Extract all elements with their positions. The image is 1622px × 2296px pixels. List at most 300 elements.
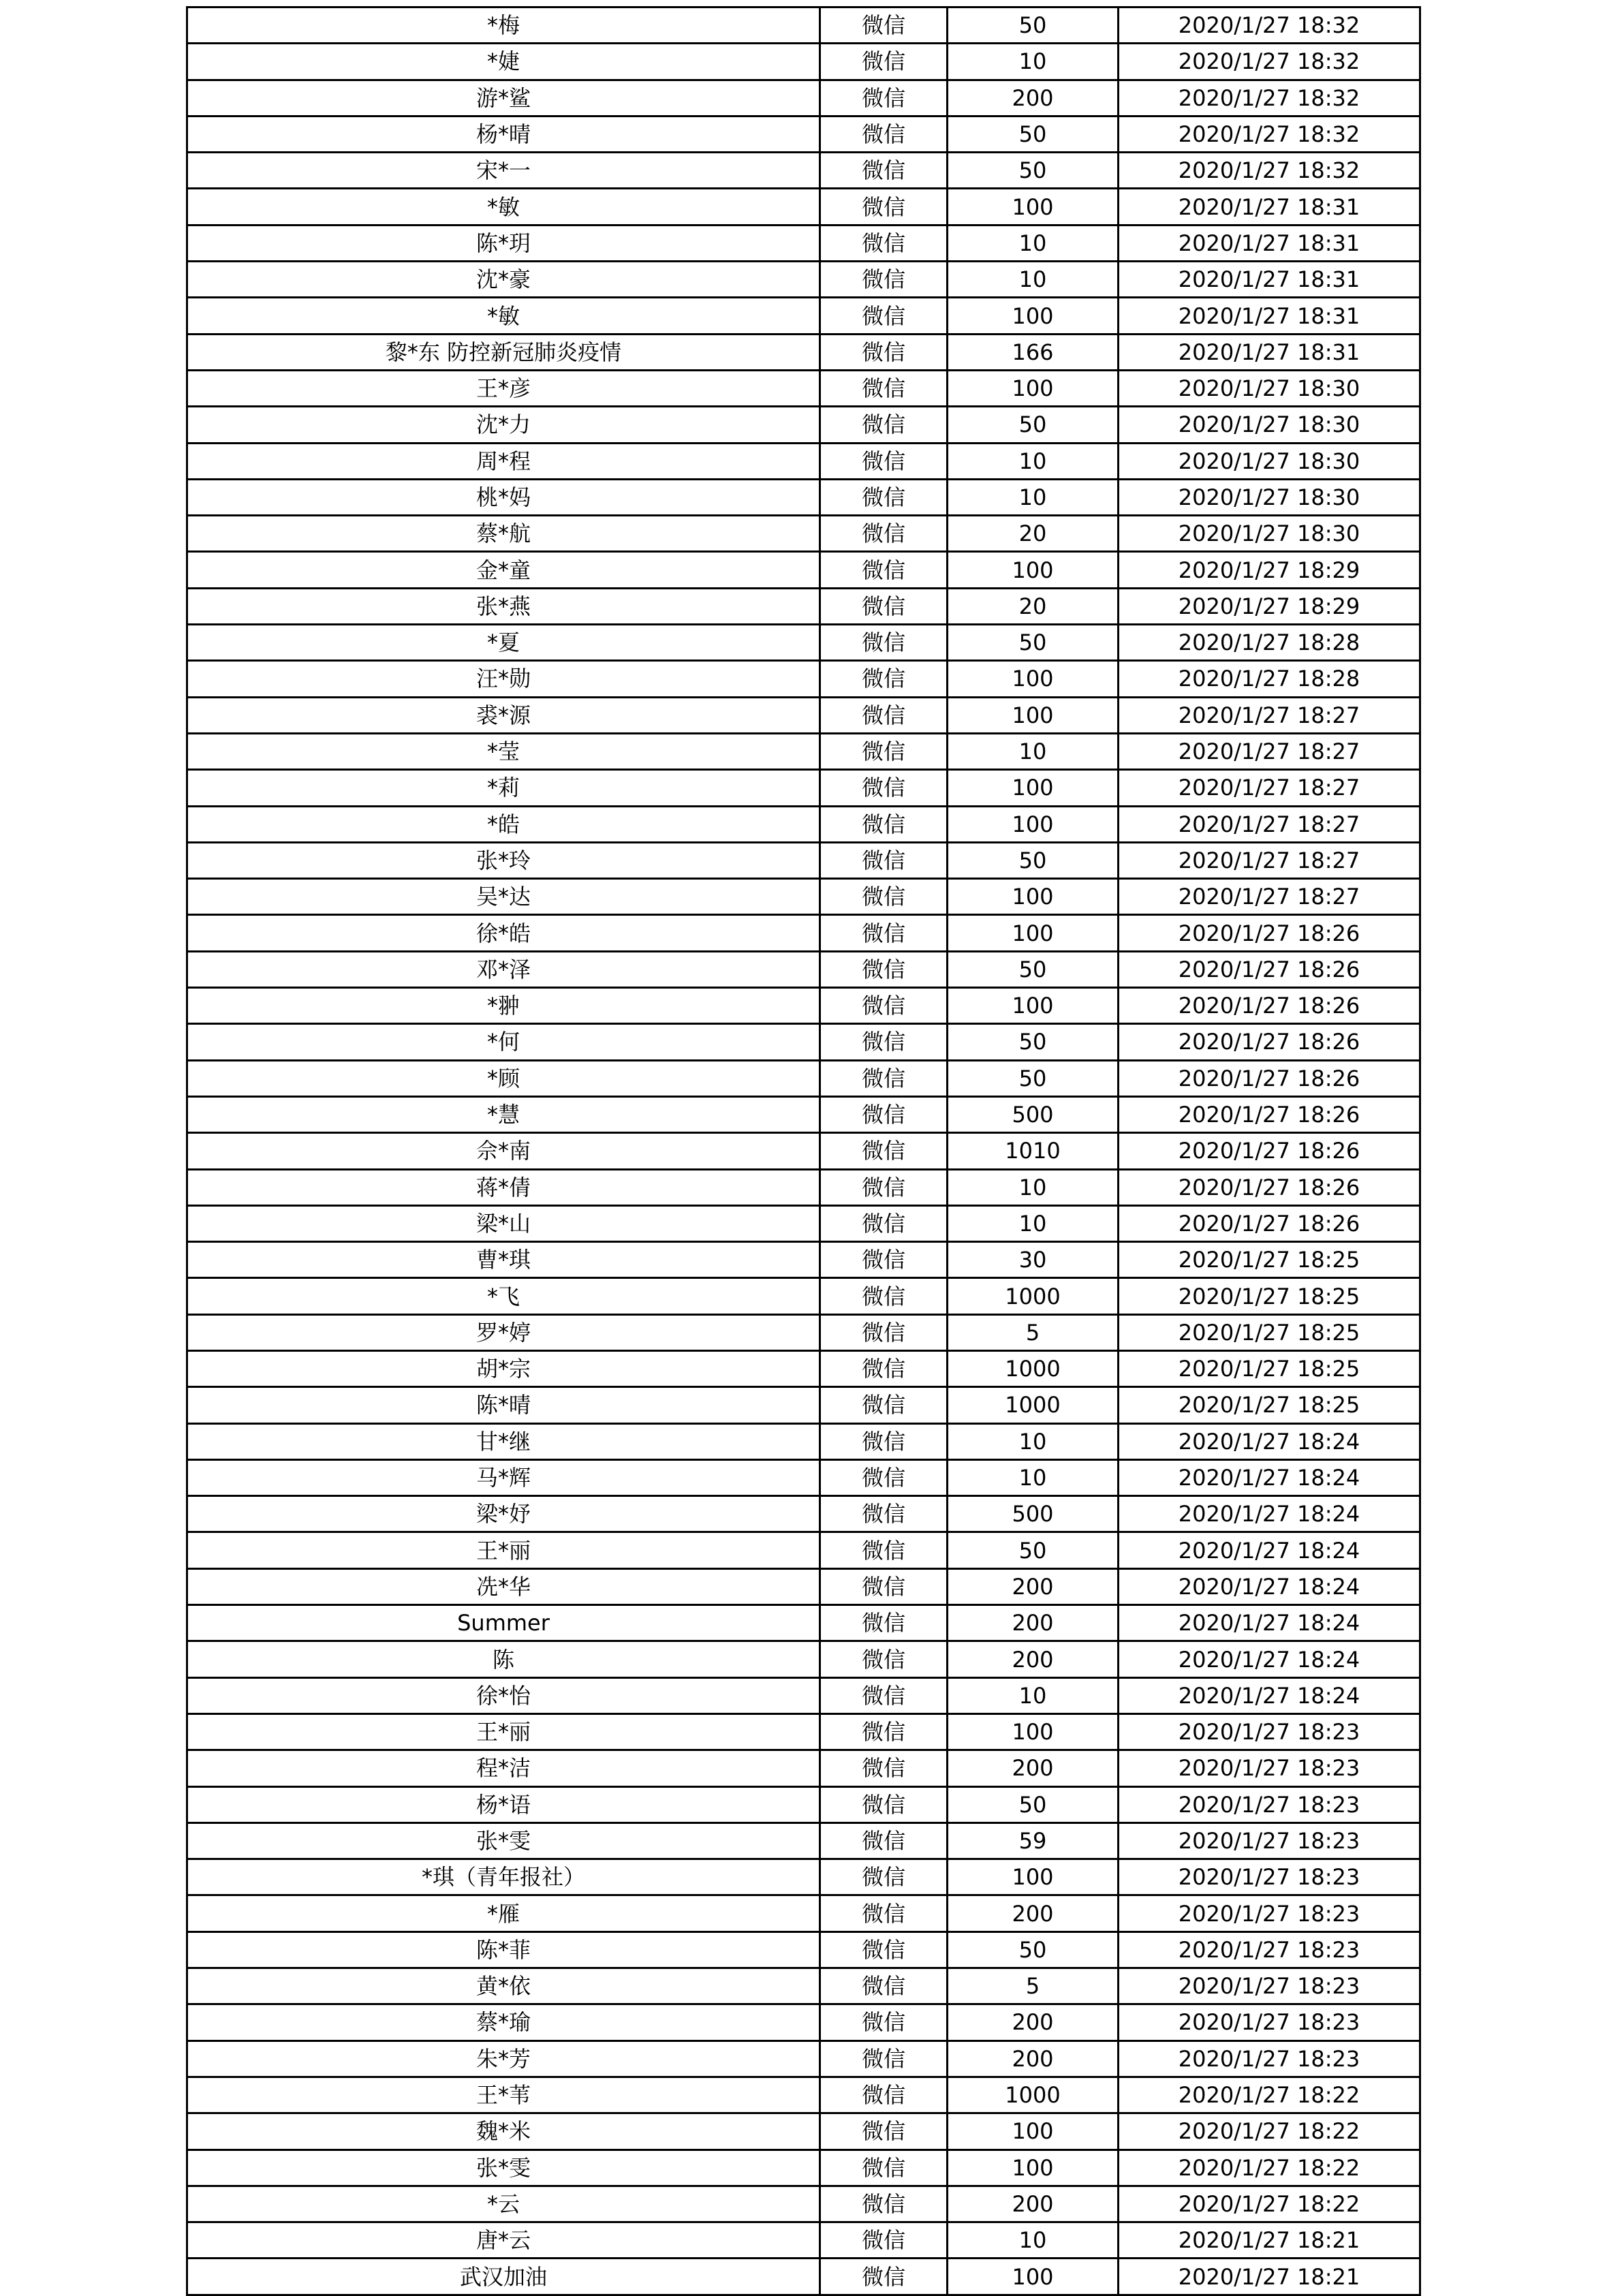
payment-method-cell: 微信 [820,298,948,334]
table-row [187,1169,1420,1205]
amount-cell: 50 [948,1532,1119,1568]
table-row [187,1387,1420,1423]
table-row [187,1242,1420,1278]
table-row [187,1822,1420,1859]
table-row [187,1677,1420,1713]
timestamp-cell: 2020/1/27 18:22 [1119,2077,1420,2113]
donor-name-cell: 武汉加油 [187,2259,820,2295]
payment-method-cell: 微信 [820,44,948,80]
donor-name-cell: *何 [187,1024,820,1060]
table-row [187,2004,1420,2041]
amount-cell: 50 [948,625,1119,661]
table-row [187,915,1420,951]
timestamp-cell: 2020/1/27 18:26 [1119,1024,1420,1060]
payment-method-cell: 微信 [820,479,948,515]
amount-cell: 10 [948,1459,1119,1495]
donor-name-cell: 裘*源 [187,697,820,733]
timestamp-cell: 2020/1/27 18:31 [1119,262,1420,298]
payment-method-cell: 微信 [820,1641,948,1677]
amount-cell: 100 [948,2150,1119,2186]
timestamp-cell: 2020/1/27 18:27 [1119,842,1420,878]
donor-name-cell: 程*洁 [187,1750,820,1786]
payment-method-cell: 微信 [820,2077,948,2113]
donor-name-cell: 周*程 [187,443,820,479]
donor-name-cell: *飞 [187,1278,820,1314]
donor-name-cell: 徐*皓 [187,915,820,951]
payment-method-cell: 微信 [820,1713,948,1750]
payment-method-cell: 微信 [820,1532,948,1568]
timestamp-cell: 2020/1/27 18:24 [1119,1496,1420,1532]
payment-method-cell: 微信 [820,588,948,624]
amount-cell: 5 [948,1314,1119,1350]
timestamp-cell: 2020/1/27 18:26 [1119,988,1420,1024]
table-row [187,1568,1420,1604]
timestamp-cell: 2020/1/27 18:23 [1119,2004,1420,2041]
amount-cell: 200 [948,1641,1119,1677]
donor-name-cell: *皓 [187,806,820,842]
donor-name-cell: 陈*晴 [187,1387,820,1423]
donor-name-cell: 邓*泽 [187,951,820,987]
table-row [187,1278,1420,1314]
amount-cell: 50 [948,1786,1119,1822]
table-row [187,407,1420,443]
timestamp-cell: 2020/1/27 18:32 [1119,153,1420,189]
timestamp-cell: 2020/1/27 18:30 [1119,479,1420,515]
donor-name-cell: 张*雯 [187,1822,820,1859]
table-row [187,2259,1420,2295]
table-row [187,7,1420,44]
timestamp-cell: 2020/1/27 18:24 [1119,1568,1420,1604]
amount-cell: 59 [948,1822,1119,1859]
donor-name-cell: *梅 [187,7,820,44]
payment-method-cell: 微信 [820,1024,948,1060]
payment-method-cell: 微信 [820,697,948,733]
amount-cell: 100 [948,806,1119,842]
payment-method-cell: 微信 [820,2222,948,2259]
table-row [187,1713,1420,1750]
donor-name-cell: *敏 [187,298,820,334]
timestamp-cell: 2020/1/27 18:25 [1119,1387,1420,1423]
amount-cell: 100 [948,552,1119,588]
donor-name-cell: 陈*玥 [187,225,820,261]
payment-method-cell: 微信 [820,1786,948,1822]
table-row [187,661,1420,697]
table-row [187,2077,1420,2113]
donor-name-cell: *敏 [187,189,820,225]
amount-cell: 100 [948,1859,1119,1895]
timestamp-cell: 2020/1/27 18:23 [1119,1859,1420,1895]
timestamp-cell: 2020/1/27 18:26 [1119,1060,1420,1096]
table-row [187,1532,1420,1568]
payment-method-cell: 微信 [820,1895,948,1932]
payment-method-cell: 微信 [820,1822,948,1859]
payment-method-cell: 微信 [820,443,948,479]
timestamp-cell: 2020/1/27 18:26 [1119,951,1420,987]
table-row [187,370,1420,406]
table-row [187,770,1420,806]
amount-cell: 50 [948,116,1119,152]
timestamp-cell: 2020/1/27 18:30 [1119,443,1420,479]
table-row [187,1060,1420,1096]
timestamp-cell: 2020/1/27 18:26 [1119,915,1420,951]
donor-name-cell: 杨*语 [187,1786,820,1822]
donor-name-cell: *翀 [187,988,820,1024]
donor-name-cell: 胡*宗 [187,1350,820,1386]
amount-cell: 50 [948,7,1119,44]
timestamp-cell: 2020/1/27 18:22 [1119,2113,1420,2150]
amount-cell: 1000 [948,2077,1119,2113]
timestamp-cell: 2020/1/27 18:32 [1119,80,1420,116]
table-row [187,1314,1420,1350]
table-row [187,334,1420,370]
table-row [187,1895,1420,1932]
table-row [187,80,1420,116]
amount-cell: 30 [948,1242,1119,1278]
donor-name-cell: 游*鲨 [187,80,820,116]
table-row [187,1350,1420,1386]
payment-method-cell: 微信 [820,189,948,225]
donor-name-cell: 宋*一 [187,153,820,189]
payment-method-cell: 微信 [820,1677,948,1713]
donor-name-cell: *莹 [187,733,820,769]
timestamp-cell: 2020/1/27 18:29 [1119,588,1420,624]
amount-cell: 20 [948,516,1119,552]
amount-cell: 10 [948,2222,1119,2259]
timestamp-cell: 2020/1/27 18:32 [1119,7,1420,44]
donor-name-cell: 陈*菲 [187,1932,820,1968]
amount-cell: 50 [948,1932,1119,1968]
table-row [187,116,1420,152]
payment-method-cell: 微信 [820,370,948,406]
table-row [187,516,1420,552]
payment-method-cell: 微信 [820,1387,948,1423]
amount-cell: 200 [948,1750,1119,1786]
amount-cell: 500 [948,1096,1119,1132]
amount-cell: 10 [948,225,1119,261]
payment-method-cell: 微信 [820,806,948,842]
timestamp-cell: 2020/1/27 18:24 [1119,1605,1420,1641]
table-row [187,1786,1420,1822]
table-row [187,988,1420,1024]
payment-method-cell: 微信 [820,1350,948,1386]
table-row [187,479,1420,515]
timestamp-cell: 2020/1/27 18:27 [1119,806,1420,842]
donor-name-cell: 张*雯 [187,2150,820,2186]
amount-cell: 10 [948,1677,1119,1713]
table-row [187,1423,1420,1459]
timestamp-cell: 2020/1/27 18:25 [1119,1242,1420,1278]
donor-name-cell: *慧 [187,1096,820,1132]
payment-method-cell: 微信 [820,225,948,261]
timestamp-cell: 2020/1/27 18:26 [1119,1133,1420,1169]
donor-name-cell: 魏*米 [187,2113,820,2150]
donor-name-cell: 梁*山 [187,1205,820,1241]
amount-cell: 100 [948,770,1119,806]
timestamp-cell: 2020/1/27 18:26 [1119,1169,1420,1205]
amount-cell: 100 [948,1713,1119,1750]
payment-method-cell: 微信 [820,407,948,443]
table-row [187,44,1420,80]
donor-name-cell: 王*丽 [187,1532,820,1568]
table-row [187,298,1420,334]
amount-cell: 1010 [948,1133,1119,1169]
payment-method-cell: 微信 [820,1242,948,1278]
table-row [187,1605,1420,1641]
payment-method-cell: 微信 [820,2041,948,2077]
payment-method-cell: 微信 [820,770,948,806]
timestamp-cell: 2020/1/27 18:22 [1119,2186,1420,2222]
timestamp-cell: 2020/1/27 18:30 [1119,407,1420,443]
donor-name-cell: 蔡*航 [187,516,820,552]
timestamp-cell: 2020/1/27 18:23 [1119,1750,1420,1786]
timestamp-cell: 2020/1/27 18:31 [1119,298,1420,334]
amount-cell: 100 [948,2259,1119,2295]
amount-cell: 10 [948,262,1119,298]
amount-cell: 200 [948,2004,1119,2041]
table-row [187,1859,1420,1895]
timestamp-cell: 2020/1/27 18:25 [1119,1350,1420,1386]
table-row [187,225,1420,261]
donor-name-cell: 王*苇 [187,2077,820,2113]
payment-method-cell: 微信 [820,7,948,44]
donor-name-cell: 马*辉 [187,1459,820,1495]
amount-cell: 10 [948,1205,1119,1241]
timestamp-cell: 2020/1/27 18:21 [1119,2222,1420,2259]
timestamp-cell: 2020/1/27 18:26 [1119,1205,1420,1241]
amount-cell: 166 [948,334,1119,370]
table-row [187,153,1420,189]
timestamp-cell: 2020/1/27 18:30 [1119,516,1420,552]
table-row [187,1750,1420,1786]
amount-cell: 10 [948,44,1119,80]
timestamp-cell: 2020/1/27 18:27 [1119,697,1420,733]
timestamp-cell: 2020/1/27 18:24 [1119,1641,1420,1677]
payment-method-cell: 微信 [820,2259,948,2295]
amount-cell: 100 [948,370,1119,406]
amount-cell: 100 [948,189,1119,225]
donor-name-cell: 曹*琪 [187,1242,820,1278]
amount-cell: 200 [948,1568,1119,1604]
amount-cell: 10 [948,479,1119,515]
amount-cell: 200 [948,80,1119,116]
amount-cell: 200 [948,2041,1119,2077]
timestamp-cell: 2020/1/27 18:30 [1119,370,1420,406]
table-row [187,1496,1420,1532]
table-row [187,189,1420,225]
payment-method-cell: 微信 [820,1205,948,1241]
donor-name-cell: 甘*继 [187,1423,820,1459]
donor-name-cell: *雁 [187,1895,820,1932]
payment-method-cell: 微信 [820,1496,948,1532]
timestamp-cell: 2020/1/27 18:24 [1119,1532,1420,1568]
timestamp-cell: 2020/1/27 18:32 [1119,44,1420,80]
table-row [187,733,1420,769]
donor-name-cell: 沈*豪 [187,262,820,298]
amount-cell: 50 [948,951,1119,987]
payment-method-cell: 微信 [820,334,948,370]
payment-method-cell: 微信 [820,2004,948,2041]
payment-method-cell: 微信 [820,1423,948,1459]
table-row [187,1459,1420,1495]
amount-cell: 1000 [948,1350,1119,1386]
timestamp-cell: 2020/1/27 18:27 [1119,879,1420,915]
amount-cell: 50 [948,1024,1119,1060]
donor-name-cell: 汪*勋 [187,661,820,697]
payment-method-cell: 微信 [820,1060,948,1096]
amount-cell: 10 [948,1423,1119,1459]
amount-cell: 100 [948,988,1119,1024]
donor-name-cell: *云 [187,2186,820,2222]
table-row [187,588,1420,624]
timestamp-cell: 2020/1/27 18:28 [1119,625,1420,661]
timestamp-cell: 2020/1/27 18:24 [1119,1459,1420,1495]
table-row [187,1024,1420,1060]
timestamp-cell: 2020/1/27 18:24 [1119,1423,1420,1459]
payment-method-cell: 微信 [820,1968,948,2004]
timestamp-cell: 2020/1/27 18:31 [1119,334,1420,370]
donor-name-cell: 吴*达 [187,879,820,915]
table-row [187,879,1420,915]
timestamp-cell: 2020/1/27 18:23 [1119,1713,1420,1750]
amount-cell: 100 [948,661,1119,697]
payment-method-cell: 微信 [820,1859,948,1895]
donor-name-cell: 王*丽 [187,1713,820,1750]
timestamp-cell: 2020/1/27 18:27 [1119,770,1420,806]
donor-name-cell: *莉 [187,770,820,806]
payment-method-cell: 微信 [820,661,948,697]
table-row [187,552,1420,588]
donor-name-cell: 徐*怡 [187,1677,820,1713]
amount-cell: 200 [948,2186,1119,2222]
payment-method-cell: 微信 [820,2186,948,2222]
donor-name-cell: *夏 [187,625,820,661]
timestamp-cell: 2020/1/27 18:23 [1119,1968,1420,2004]
payment-method-cell: 微信 [820,1314,948,1350]
amount-cell: 5 [948,1968,1119,2004]
donor-name-cell: 沈*力 [187,407,820,443]
timestamp-cell: 2020/1/27 18:31 [1119,225,1420,261]
donor-name-cell: 金*童 [187,552,820,588]
timestamp-cell: 2020/1/27 18:23 [1119,1786,1420,1822]
table-row [187,2150,1420,2186]
amount-cell: 10 [948,1169,1119,1205]
donor-name-cell: *顾 [187,1060,820,1096]
amount-cell: 200 [948,1895,1119,1932]
donor-name-cell: 罗*婷 [187,1314,820,1350]
amount-cell: 50 [948,1060,1119,1096]
amount-cell: 100 [948,298,1119,334]
payment-method-cell: 微信 [820,2113,948,2150]
donor-name-cell: 佘*南 [187,1133,820,1169]
amount-cell: 50 [948,153,1119,189]
payment-method-cell: 微信 [820,1750,948,1786]
payment-method-cell: 微信 [820,262,948,298]
payment-method-cell: 微信 [820,1568,948,1604]
payment-method-cell: 微信 [820,733,948,769]
table-row [187,2041,1420,2077]
timestamp-cell: 2020/1/27 18:24 [1119,1677,1420,1713]
amount-cell: 200 [948,1605,1119,1641]
payment-method-cell: 微信 [820,1459,948,1495]
donor-name-cell: 蒋*倩 [187,1169,820,1205]
timestamp-cell: 2020/1/27 18:31 [1119,189,1420,225]
table-row [187,443,1420,479]
donor-name-cell: 梁*妤 [187,1496,820,1532]
donor-name-cell: 唐*云 [187,2222,820,2259]
timestamp-cell: 2020/1/27 18:32 [1119,116,1420,152]
payment-method-cell: 微信 [820,516,948,552]
amount-cell: 50 [948,407,1119,443]
donor-name-cell: 朱*芳 [187,2041,820,2077]
table-row [187,1932,1420,1968]
timestamp-cell: 2020/1/27 18:29 [1119,552,1420,588]
table-row [187,1096,1420,1132]
table-row [187,806,1420,842]
timestamp-cell: 2020/1/27 18:25 [1119,1278,1420,1314]
amount-cell: 100 [948,697,1119,733]
timestamp-cell: 2020/1/27 18:21 [1119,2259,1420,2295]
payment-method-cell: 微信 [820,1169,948,1205]
donor-name-cell: *婕 [187,44,820,80]
payment-method-cell: 微信 [820,915,948,951]
donor-name-cell: Summer [187,1605,820,1641]
donation-table-body [187,7,1420,2295]
table-row [187,2113,1420,2150]
payment-method-cell: 微信 [820,625,948,661]
payment-method-cell: 微信 [820,153,948,189]
donor-name-cell: 桃*妈 [187,479,820,515]
amount-cell: 500 [948,1496,1119,1532]
donor-name-cell: 张*玲 [187,842,820,878]
payment-method-cell: 微信 [820,80,948,116]
donor-name-cell: 王*彦 [187,370,820,406]
payment-method-cell: 微信 [820,842,948,878]
timestamp-cell: 2020/1/27 18:27 [1119,733,1420,769]
payment-method-cell: 微信 [820,116,948,152]
timestamp-cell: 2020/1/27 18:26 [1119,1096,1420,1132]
payment-method-cell: 微信 [820,2150,948,2186]
timestamp-cell: 2020/1/27 18:23 [1119,1822,1420,1859]
payment-method-cell: 微信 [820,879,948,915]
table-row [187,2186,1420,2222]
donor-name-cell: 蔡*瑜 [187,2004,820,2041]
amount-cell: 50 [948,842,1119,878]
amount-cell: 100 [948,2113,1119,2150]
payment-method-cell: 微信 [820,1133,948,1169]
table-row [187,1968,1420,2004]
timestamp-cell: 2020/1/27 18:22 [1119,2150,1420,2186]
timestamp-cell: 2020/1/27 18:28 [1119,661,1420,697]
payment-method-cell: 微信 [820,988,948,1024]
table-row [187,697,1420,733]
amount-cell: 10 [948,733,1119,769]
table-row [187,1133,1420,1169]
amount-cell: 1000 [948,1278,1119,1314]
amount-cell: 100 [948,915,1119,951]
table-row [187,625,1420,661]
amount-cell: 20 [948,588,1119,624]
payment-method-cell: 微信 [820,1096,948,1132]
table-row [187,1641,1420,1677]
table-row [187,1205,1420,1241]
donor-name-cell: 杨*晴 [187,116,820,152]
donor-name-cell: 黄*依 [187,1968,820,2004]
payment-method-cell: 微信 [820,1932,948,1968]
timestamp-cell: 2020/1/27 18:23 [1119,2041,1420,2077]
table-row [187,2222,1420,2259]
payment-method-cell: 微信 [820,951,948,987]
timestamp-cell: 2020/1/27 18:25 [1119,1314,1420,1350]
